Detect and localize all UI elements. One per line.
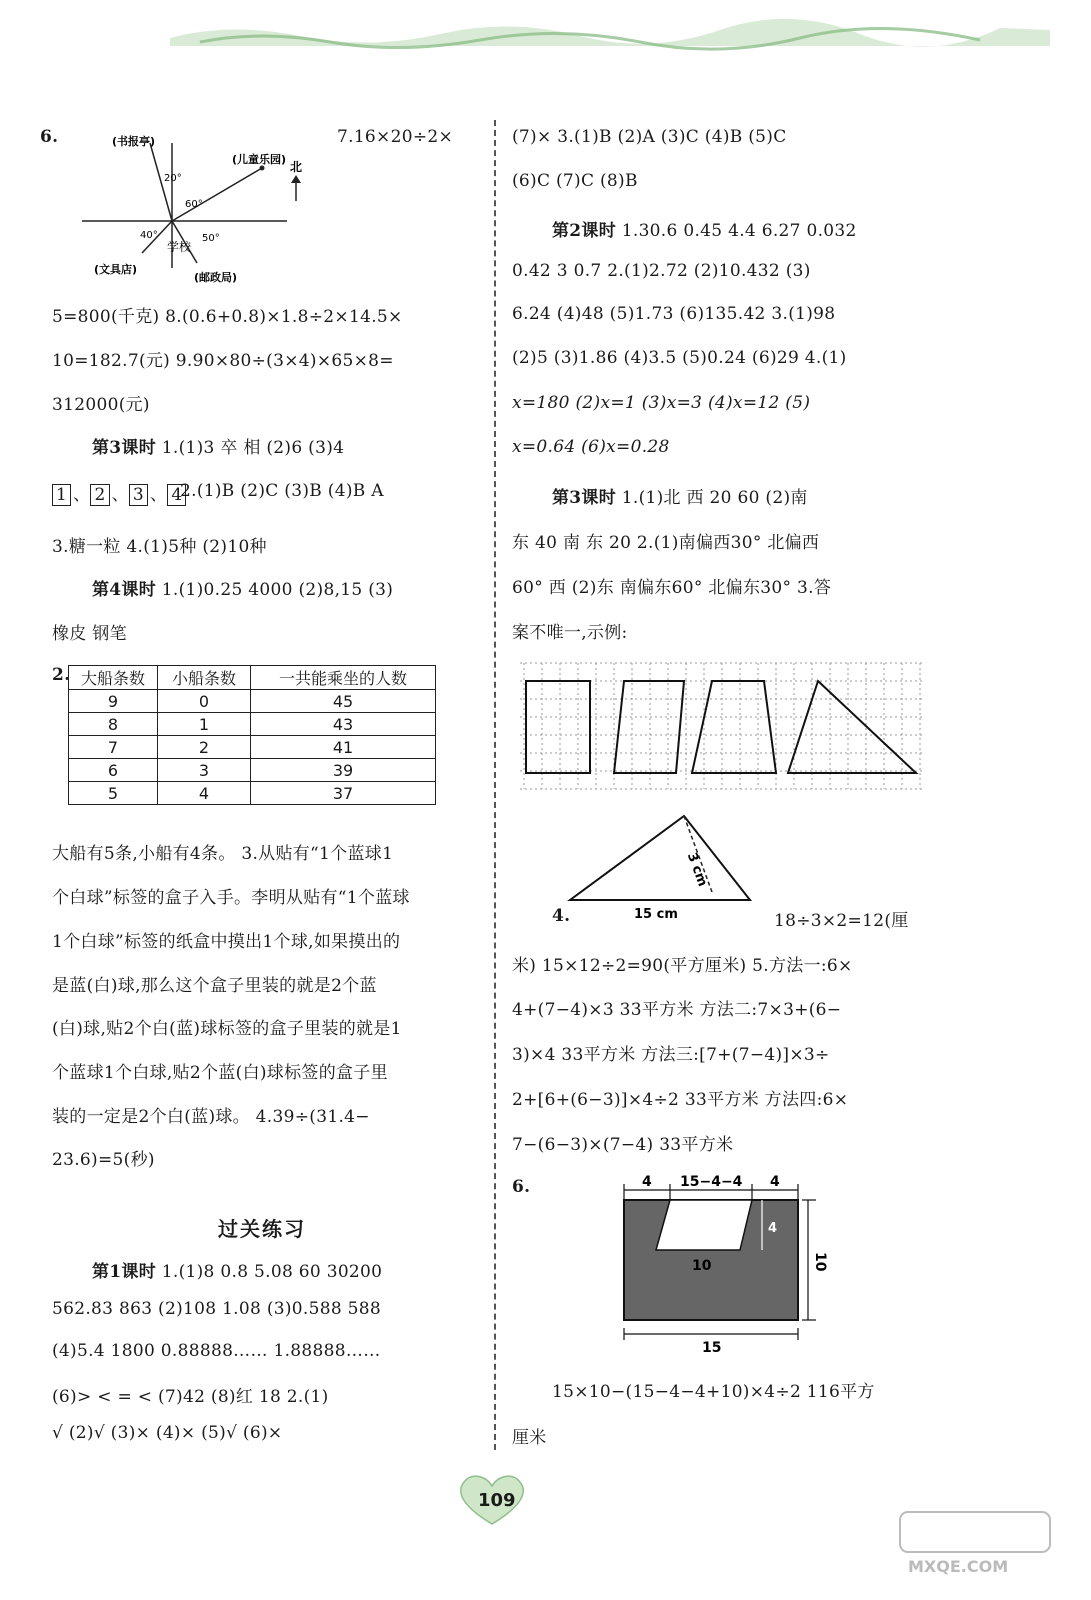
height-label: 3 cm — [683, 850, 710, 889]
school-label: 学校 — [167, 240, 192, 254]
lesson-text: 1.(1)3 卒 相 (2)6 (3)4 — [161, 438, 345, 458]
text-line: 橡皮 钢笔 — [52, 624, 127, 644]
triangle-shape — [788, 681, 916, 773]
lesson-text: 1.(1)北 西 20 60 (2)南 — [621, 488, 808, 508]
boxed-number: 4 — [167, 484, 186, 506]
lesson-label: 第3课时 — [552, 488, 617, 508]
text-line: x=180 (2)x=1 (3)x=3 (4)x=12 (5) — [512, 393, 811, 413]
text-line: 厘米 — [512, 1428, 547, 1448]
page-number: 109 — [478, 1490, 516, 1511]
text-line: 6.24 (4)48 (5)1.73 (6)135.42 3.(1)98 — [512, 304, 836, 324]
boats-table — [68, 665, 436, 805]
text-line: 装的一定是2个白(蓝)球。 4.39÷(31.4− — [52, 1107, 370, 1127]
text-line: (6)C (7)C (8)B — [512, 171, 638, 191]
q6-label: 6. — [512, 1177, 531, 1197]
text-line: (6)> < = < (7)42 (8)红 18 2.(1) — [52, 1387, 329, 1407]
angle-40: 40° — [140, 230, 158, 241]
text-line: 3.糖一粒 4.(1)5种 (2)10种 — [52, 537, 267, 557]
text-line: 个蓝球1个白球,贴2个蓝(白)球标签的盒子里 — [52, 1063, 388, 1083]
trapezoid-shape — [692, 681, 776, 773]
text-line: 312000(元) — [52, 395, 150, 415]
watermark-logo — [896, 1508, 1056, 1578]
bookstand-label: (书报亭) — [112, 135, 156, 148]
text-line: 0.42 3 0.7 2.(1)2.72 (2)10.432 (3) — [512, 261, 811, 281]
text-line: x=0.64 (6)x=0.28 — [512, 437, 670, 457]
text-line: 23.6)=5(秒) — [52, 1150, 155, 1170]
text-line: 10=182.7(元) 9.90×80÷(3×4)×65×8= — [52, 351, 394, 371]
table-header-row — [69, 666, 436, 690]
angle-60: 60° — [185, 199, 203, 210]
boxed-number: 2 — [90, 484, 109, 506]
compass-diagram — [72, 123, 312, 283]
boxed-number: 1 — [52, 484, 71, 506]
text-line: 4+(7−4)×3 33平方米 方法二:7×3+(6− — [512, 1000, 842, 1020]
table-header: 小船条数 — [158, 666, 251, 690]
section-title: 过关练习 — [218, 1217, 306, 1241]
q7-start: 7.16×20÷2× — [337, 127, 454, 147]
boxed-number: 3 — [129, 484, 148, 506]
table-row: 7 2 41 — [69, 736, 436, 759]
text-line: 18÷3×2=12(厘 — [774, 911, 909, 931]
text-line: 5=800(千克) 8.(0.6+0.8)×1.8÷2×14.5× — [52, 307, 403, 327]
angle-20: 20° — [164, 173, 182, 184]
text-line: 7−(6−3)×(7−4) 33平方米 — [512, 1135, 734, 1155]
lesson-text: 1.(1)0.25 4000 (2)8,15 (3) — [161, 580, 394, 600]
post-office-label: (邮政局) — [194, 271, 238, 283]
dim-top-mid: 15−4−4 — [680, 1174, 743, 1190]
table-header: 大船条数 — [69, 666, 158, 690]
dim-inner: 10 — [692, 1258, 712, 1274]
text-line: 3)×4 33平方米 方法三:[7+(7−4)]×3÷ — [512, 1045, 830, 1065]
playground-label: (儿童乐园) — [232, 153, 287, 166]
text-line: (白)球,贴2个白(蓝)球标签的盒子里装的就是1 — [52, 1019, 402, 1039]
dim-top-right: 4 — [770, 1174, 780, 1190]
lesson-label: 第3课时 — [92, 438, 157, 458]
text-line: 是蓝(白)球,那么这个盒子里装的就是2个蓝 — [52, 976, 377, 996]
lesson-text: 1.(1)8 0.8 5.08 60 30200 — [161, 1262, 383, 1282]
text-line: 东 40 南 东 20 2.(1)南偏西30° 北偏西 — [512, 533, 820, 553]
column-divider — [494, 120, 496, 1450]
boxed-answer-row: 1 、 2 、 3 、 4 — [52, 480, 188, 506]
rectangle-shape — [526, 681, 590, 773]
dim-bottom: 15 — [702, 1340, 722, 1355]
text-line: 2+[6+(6−3)]×4÷2 33平方米 方法四:6× — [512, 1090, 849, 1110]
header-decoration — [0, 0, 1091, 60]
dim-right: 10 — [812, 1252, 828, 1272]
text-line: 60° 西 (2)东 南偏东60° 北偏东30° 3.答 — [512, 578, 832, 598]
text-line: 562.83 863 (2)108 1.08 (3)0.588 588 — [52, 1299, 382, 1319]
lesson-label: 第1课时 — [92, 1262, 157, 1282]
lesson-text: 1.30.6 0.45 4.4 6.27 0.032 — [621, 221, 857, 241]
angle-50: 50° — [202, 233, 220, 244]
parallelogram-shape — [614, 681, 684, 773]
base-label: 15 cm — [634, 907, 678, 920]
q4-label: 4. — [552, 906, 571, 926]
table-row: 9 0 45 — [69, 690, 436, 713]
q2-label: 2. — [52, 665, 71, 685]
dim-top-left: 4 — [642, 1174, 652, 1190]
dim-side-small: 4 — [768, 1221, 778, 1236]
table-row: 8 1 43 — [69, 713, 436, 736]
text-line: 案不唯一,示例: — [512, 623, 628, 643]
svg-text:MXQE.COM: MXQE.COM — [908, 1557, 1009, 1576]
lesson-label: 第4课时 — [92, 580, 157, 600]
text-line: (2)5 (3)1.86 (4)3.5 (5)0.24 (6)29 4.(1) — [512, 348, 847, 368]
triangle-figure — [564, 810, 764, 920]
table-row: 6 3 39 — [69, 759, 436, 782]
grid-shapes-figure — [520, 655, 930, 795]
lesson-label: 第2课时 — [552, 221, 617, 241]
table-row: 5 4 37 — [69, 782, 436, 805]
north-label: 北 — [290, 160, 303, 174]
text-line: 15×10−(15−4−4+10)×4÷2 116平方 — [552, 1382, 875, 1402]
text-line: 1个白球”标签的纸盒中摸出1个球,如果摸出的 — [52, 932, 401, 952]
text-line: √ (2)√ (3)× (4)× (5)√ (6)× — [52, 1423, 283, 1443]
text-line: 米) 15×12÷2=90(平方厘米) 5.方法一:6× — [512, 956, 853, 976]
text-line: 个白球”标签的盒子入手。李明从贴有“1个蓝球 — [52, 888, 410, 908]
text-line: 大船有5条,小船有4条。 3.从贴有“1个蓝球1 — [52, 844, 394, 864]
table-header: 一共能乘坐的人数 — [251, 666, 436, 690]
shaded-figure — [612, 1170, 842, 1355]
text-line: 2.(1)B (2)C (3)B (4)B A — [180, 481, 384, 501]
text-line: (4)5.4 1800 0.88888…… 1.88888…… — [52, 1341, 381, 1361]
text-line: (7)× 3.(1)B (2)A (3)C (4)B (5)C — [512, 127, 787, 147]
stationery-label: (文具店) — [94, 263, 138, 276]
q6-label: 6. — [40, 127, 59, 147]
